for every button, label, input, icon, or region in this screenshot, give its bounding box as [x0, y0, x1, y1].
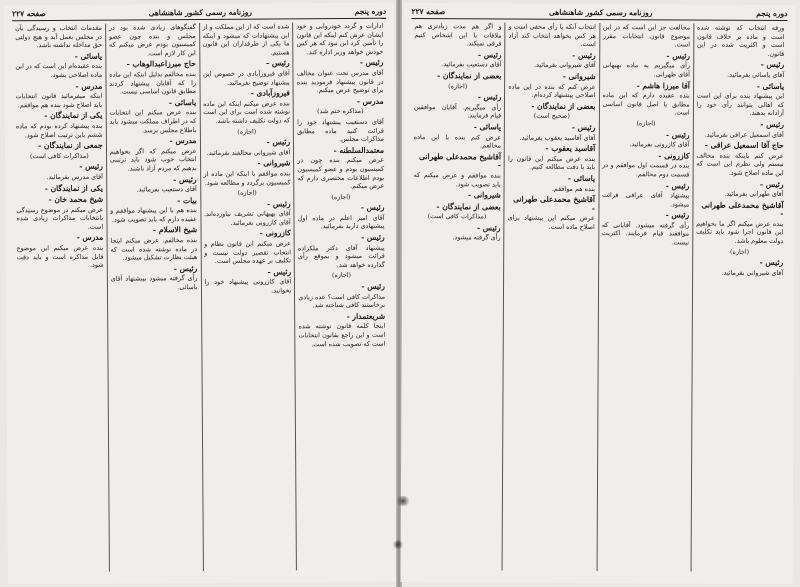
procedural-note: (اجازه) [730, 247, 750, 256]
paragraph: آقای کازرونی پیشنهاد خود را بخوانید. [204, 277, 292, 295]
speaker-heading: شیروانی - [467, 190, 501, 200]
procedural-note: (اجازه) [448, 81, 468, 90]
speaker-heading: مدرس - [76, 233, 104, 243]
paragraph: عرض کنم بنده با این ماده مخالفم. [413, 132, 502, 150]
page-header [411, 7, 787, 21]
procedural-note: (صحیح است) [533, 112, 570, 121]
speaker-heading: یاسائی - [74, 51, 103, 61]
procedural-note: (مذاکرات کافی است) [427, 212, 487, 221]
paragraph: آقای اسمعیل عراقی بفرمائید. [704, 130, 784, 139]
paragraph: عرض میکنم که اگر بخواهیم انتخاب خوب شود باید ترتیبی بدهیم که مردم آزاد باشند. [109, 146, 197, 173]
paragraph: رأی میگیریم. آقایان موافقین قیام فرمایند. [413, 102, 502, 120]
paragraph: بنده مخالفم بدلیل اینکه این ماده را که آقایان پیشنهاد کردند مطابق قانون اساسی نیست. [109, 69, 197, 96]
paragraph: عرض میکنم بنده چون در کمیسیون بودم و عضو کمیسیون بودم اطلاعات مختصری دارم که عرض میکنم. [297, 156, 385, 191]
text-column [105, 23, 203, 572]
speaker-heading: یکی از نمایندگان - [44, 111, 103, 121]
speaker-heading: شریعتمدار - [346, 311, 386, 321]
speaker-heading: رئیس - [477, 50, 502, 60]
speaker-heading: کازرونی - [658, 151, 690, 161]
text-column [690, 23, 787, 571]
paragraph: اینجا کلمه قانون نوشته شده است و این راجع بقانون انتخابات است که تصویب شده است. [298, 322, 386, 348]
speaker-heading: یکی از نمایندگان - [44, 183, 104, 193]
paragraph: بنده پیشنهاد کرده بودم که ماده ششم باین ترتیب اصلاح شود. [15, 121, 103, 139]
speaker-heading: معتمدالسلطنه - [333, 145, 385, 155]
paragraph: مخالفت جز این است که در این موضوع قانون انتخابات مقرر است. [602, 23, 691, 49]
ink-blot [395, 496, 411, 506]
header-title: روزنامه رسمی کشور شاهنشاهی [548, 7, 653, 18]
speaker-heading: شیروانی - [562, 71, 596, 81]
speaker-heading: رئیس - [267, 199, 291, 209]
text-column [409, 22, 505, 570]
paragraph: این پیشنهاد بنده برای این است که اهالی بتوانند رأی خود را آزادانه بدهند. [696, 91, 785, 118]
speaker-heading: شیخ الاسلام - [152, 225, 198, 235]
speaker-heading: مدرس - [169, 136, 197, 146]
speaker-heading: رئیس - [266, 137, 291, 147]
paragraph: مذاکرات کافی است؟ عده زیادی برخاستند کافی شناخته شد. [298, 292, 386, 310]
paragraph: عرض کنم باینکه بنده مخالف نیستم ولی نظرم این است که این ماده اصلاح شود. [696, 151, 784, 177]
procedural-note: (مذاکره ختم شد) [317, 107, 364, 116]
paragraph: بنده در قسمت اول موافقم و در قسمت دوم مخالفم. [602, 161, 690, 179]
paragraph: آقای دستعیب بفرمائید. [136, 185, 197, 194]
speaker-heading: رئیس - [79, 161, 103, 172]
speaker-heading: کازرونی - [259, 228, 291, 239]
speaker-heading: رئیس - [760, 60, 785, 70]
speaker-heading: یاسائی - [567, 173, 596, 183]
paragraph: عرض میکنم این پیشنهاد برای اصلاح ماده است. [507, 213, 595, 231]
columns [409, 22, 788, 572]
procedural-note: (اجازه) [636, 119, 656, 128]
paragraph: رأی گرفته میشود. [452, 233, 501, 242]
paragraph: آقای مدرس تحت عنوان مخالف در قانون پیشنهاد فرمودید بنده برای توضیح عرض میکنم. [296, 68, 384, 95]
procedural-note: (مذاکرات کافی است) [30, 151, 89, 160]
paragraph: رأی گرفته میشود بپیشنهاد آقای یاسائی. [110, 274, 198, 292]
paragraph: پیشنهاد آقای عراقی قرائت میشود. [601, 191, 690, 209]
speaker-heading: رئیس - [477, 223, 501, 233]
speaker-heading: بعضی از نمایندگان - [437, 71, 502, 81]
paragraph: آقای طهرانی بفرمائید. [724, 189, 784, 199]
paragraph: انتخاب آنکه با رأی مخفی است و هر کس بخواهد انتخاب کند آزاد است. [508, 22, 596, 49]
speaker-heading: یاسائی - [756, 81, 785, 91]
speaker-heading: یاسائی - [473, 122, 502, 132]
paragraph: گفتگوهای زیادی شده بود در مجلس و بنده چون عضو کمیسیون بودم عرض میکنم که این کار لازم است. [108, 23, 196, 58]
paragraph: آقای مدرس بفرمائید. [46, 172, 103, 181]
paragraph: عرض میکنم در موضوع رسیدگی بانتخابات مذاکرات زیادی شده است. [16, 205, 104, 231]
procedural-note: (اجازه) [237, 127, 257, 136]
paragraph: رأی گرفته میشود. آقایانی که موافقند قیام فرمایند. اکثریت نیست. [601, 220, 690, 247]
header-issue: دوره پنجم [756, 8, 788, 18]
paragraph: عرض میکنم این قانون نظام و انتخاب تقصیر دولت نیست و تکلیف بر عهده مجلس است. [204, 239, 292, 266]
paragraph: آقای شیروانی بفرمائید. [534, 61, 596, 70]
paragraph: بنده مخالفم. عرض میکنم اینجا در ماده نوشته شده است که هیئت نظارت تشکیل میشود. [110, 236, 198, 262]
speaker-heading: بیات - [177, 195, 197, 205]
speaker-heading: رئیس - [572, 50, 596, 60]
speaker-heading: رئیس - [665, 210, 690, 220]
paragraph: بنده هم با این پیشنهاد موافقم و عقیده دارم که باید تصویب شود. [110, 206, 198, 224]
speaker-heading: رئیس - [760, 119, 784, 129]
procedural-note: (اجازه) [331, 271, 352, 280]
speaker-heading: رئیس - [665, 180, 690, 190]
page-header [12, 7, 386, 22]
text-column [596, 23, 693, 571]
speaker-heading: یاسائی - [168, 97, 197, 107]
paragraph: بنده عرض میکنم اگر ما بخواهیم این قانون اجرا شود باید تکلیف دولت معلوم باشد. [696, 219, 784, 246]
right-page [400, 3, 795, 584]
paragraph: آقای شیروانی مخالفند بفرمائید. [206, 148, 291, 157]
speaker-heading: آقاشیخ محمدعلی طهرانی - [513, 194, 596, 213]
text-column [12, 24, 109, 573]
paragraph: آقای دستعیب بفرمائید. [441, 60, 502, 69]
paragraph: بنده عرض میکنم این موضوع قابل مذاکره است و باید دقت شود. [16, 243, 104, 270]
header-page-number: صفحه ۲۲۷ [12, 9, 46, 19]
speaker-heading: شیخ محمد خان - [48, 194, 104, 205]
paragraph: ادارات و گردد خودروایی و خود ایشان عرض کنم اینکه این قانون را تأمین کرد این نبود که هر کس خودش خواهد وزیر اداره کند. [296, 21, 384, 57]
speaker-heading: آقاشیخ محمدعلی طهرانی - [419, 151, 501, 170]
paragraph: بنده عرض میکنم این قانون را باید با دقت مطالعه کنیم. [507, 154, 596, 172]
columns [12, 22, 390, 573]
speaker-heading: شیروانی - [257, 158, 291, 168]
paragraph: اینکه میفرمائید قانون انتخابات باید اصلاح شود بنده هم موافقم. [15, 91, 103, 110]
paragraph: شده است که از این مملکت و از این پیشنهادات که میشود و اینکه ما یکی از طرفداران این قانون هستیم. [202, 22, 290, 57]
speaker-heading: مدرس - [356, 96, 384, 106]
speaker-heading: رئیس - [477, 92, 502, 102]
paragraph: بنده موافقم و عرض میکنم که باید تصویب شود. [413, 170, 501, 188]
header-title: روزنامه رسمی کشور شاهنشاهی [148, 7, 252, 18]
paragraph: آقای شیروانی بفرمائید. [721, 268, 784, 277]
speaker-heading: رئیس - [665, 129, 690, 140]
paragraph: بنده هم موافقم. [551, 184, 596, 193]
speaker-heading: رئیس - [360, 202, 385, 213]
speaker-heading: جمعی از نمایندگان - [38, 140, 103, 151]
text-column [199, 22, 297, 571]
speaker-heading: رئیس - [173, 174, 197, 184]
text-column [292, 22, 390, 571]
paragraph: آقای امیر اعلم در ماده اول پیشنهادی دارید بفرمائید. [297, 213, 385, 231]
speaker-heading: آقا میرزا هاشم - [636, 80, 690, 91]
paragraph: آقای کازرونی بفرمائید. [629, 140, 690, 149]
speaker-heading: رئیس - [666, 51, 691, 61]
left-page [4, 3, 398, 585]
procedural-note: (اجازه) [237, 188, 257, 197]
speaker-heading: رئیس - [359, 58, 384, 68]
paragraph: آقای دستعیب پیشنهاد خود را قرائت کنید ماده مطابق مذاکرات مجلس. [297, 117, 384, 144]
speaker-heading: حاج میرزاعبدالوهاب - [126, 59, 196, 69]
speaker-heading: رئیس - [571, 122, 596, 132]
speaker-heading: رئیس - [267, 267, 292, 277]
paragraph: بنده عقیده دارم که این ماده مطابق با اصل قانون اساسی است. [602, 91, 690, 117]
speaker-heading: رئیس - [759, 179, 784, 189]
paragraph: ورقه انتخاب که نوشته شده است و ماده بر خلاف قانون است و اکثریت شده در این قانون. [697, 23, 785, 58]
paragraph: و اگر هم مدت زیادتری هم ملاقات با این اشخاص کنیم فرقی نمیکند. [414, 22, 502, 48]
paragraph: بنده عقیده‌ام این است که در این ماده اصلاحی بشود. [15, 62, 103, 80]
speaker-heading: رئیس - [759, 258, 784, 268]
ink-blot [392, 540, 404, 549]
speaker-heading: رئیس - [266, 58, 290, 68]
procedural-note: (اجازه) [331, 192, 351, 201]
speaker-heading: حاج آقا اسمعیل عراقی - [704, 140, 784, 151]
header-page-number: صفحه ۲۲۷ [411, 7, 446, 17]
speaker-heading: بعضی از نمایندگان - [436, 201, 501, 212]
paragraph: بنده عرض میکنم اینکه این ماده نوشته شده است برای این است که دولت تکلیف داشته باشد. [203, 99, 291, 125]
paragraph: مقدمات انتخاب و رسیدگی بآن در مجلس بعمل آید و هیچ دولتی حق مداخله نداشته باشد. [15, 23, 103, 50]
paragraph: آقای آقاسید یعقوب بفرمائید. [519, 133, 596, 142]
paragraph: آقای بهبهانی تشریف نیاورده‌اند. آقای کازرونی بفرمائید. [203, 209, 291, 227]
text-column [502, 23, 599, 571]
speaker-heading: رئیس - [361, 281, 385, 291]
speaker-heading: رئیس - [173, 263, 198, 274]
paragraph: رأی میگیریم به ماده بهبهانی آقای طهرانی. [602, 61, 690, 79]
speaker-heading: مدرس - [75, 81, 103, 91]
paragraph: بنده موافقم با اینکه این ماده از کمیسیون برگردد و مطالعه شود. [203, 169, 291, 187]
speaker-heading: رئیس - [361, 232, 385, 242]
paragraph: آقای فیروزآبادی در خصوص این پیشنهاد توضیح بفرمائید. [202, 69, 290, 87]
speaker-heading: بعضی از نمایندگان - [531, 101, 596, 111]
speaker-heading: آقاشیخ محمدعلی طهرانی - [701, 200, 784, 219]
paragraph: پیشنهاد آقای دکتر ملکزاده قرائت میشود و بموقع رأی گذارده خواهد شد. [297, 243, 385, 269]
header-issue: دوره پنجم [354, 6, 387, 16]
speaker-heading: فیروزآبادی - [250, 88, 290, 98]
paragraph: بنده عرض میکنم این انتخابات که در اطراف مملکت میشود باید باطلاع مجلس برسد. [109, 108, 197, 134]
paragraph: عرض کنم که بنده در این ماده اصلاحی پیشنهاد کرده‌ام. [508, 82, 596, 100]
speaker-heading: آقاسید یعقوب - [545, 143, 596, 154]
paragraph: آقای یاسائی بفرمائید. [727, 70, 785, 79]
